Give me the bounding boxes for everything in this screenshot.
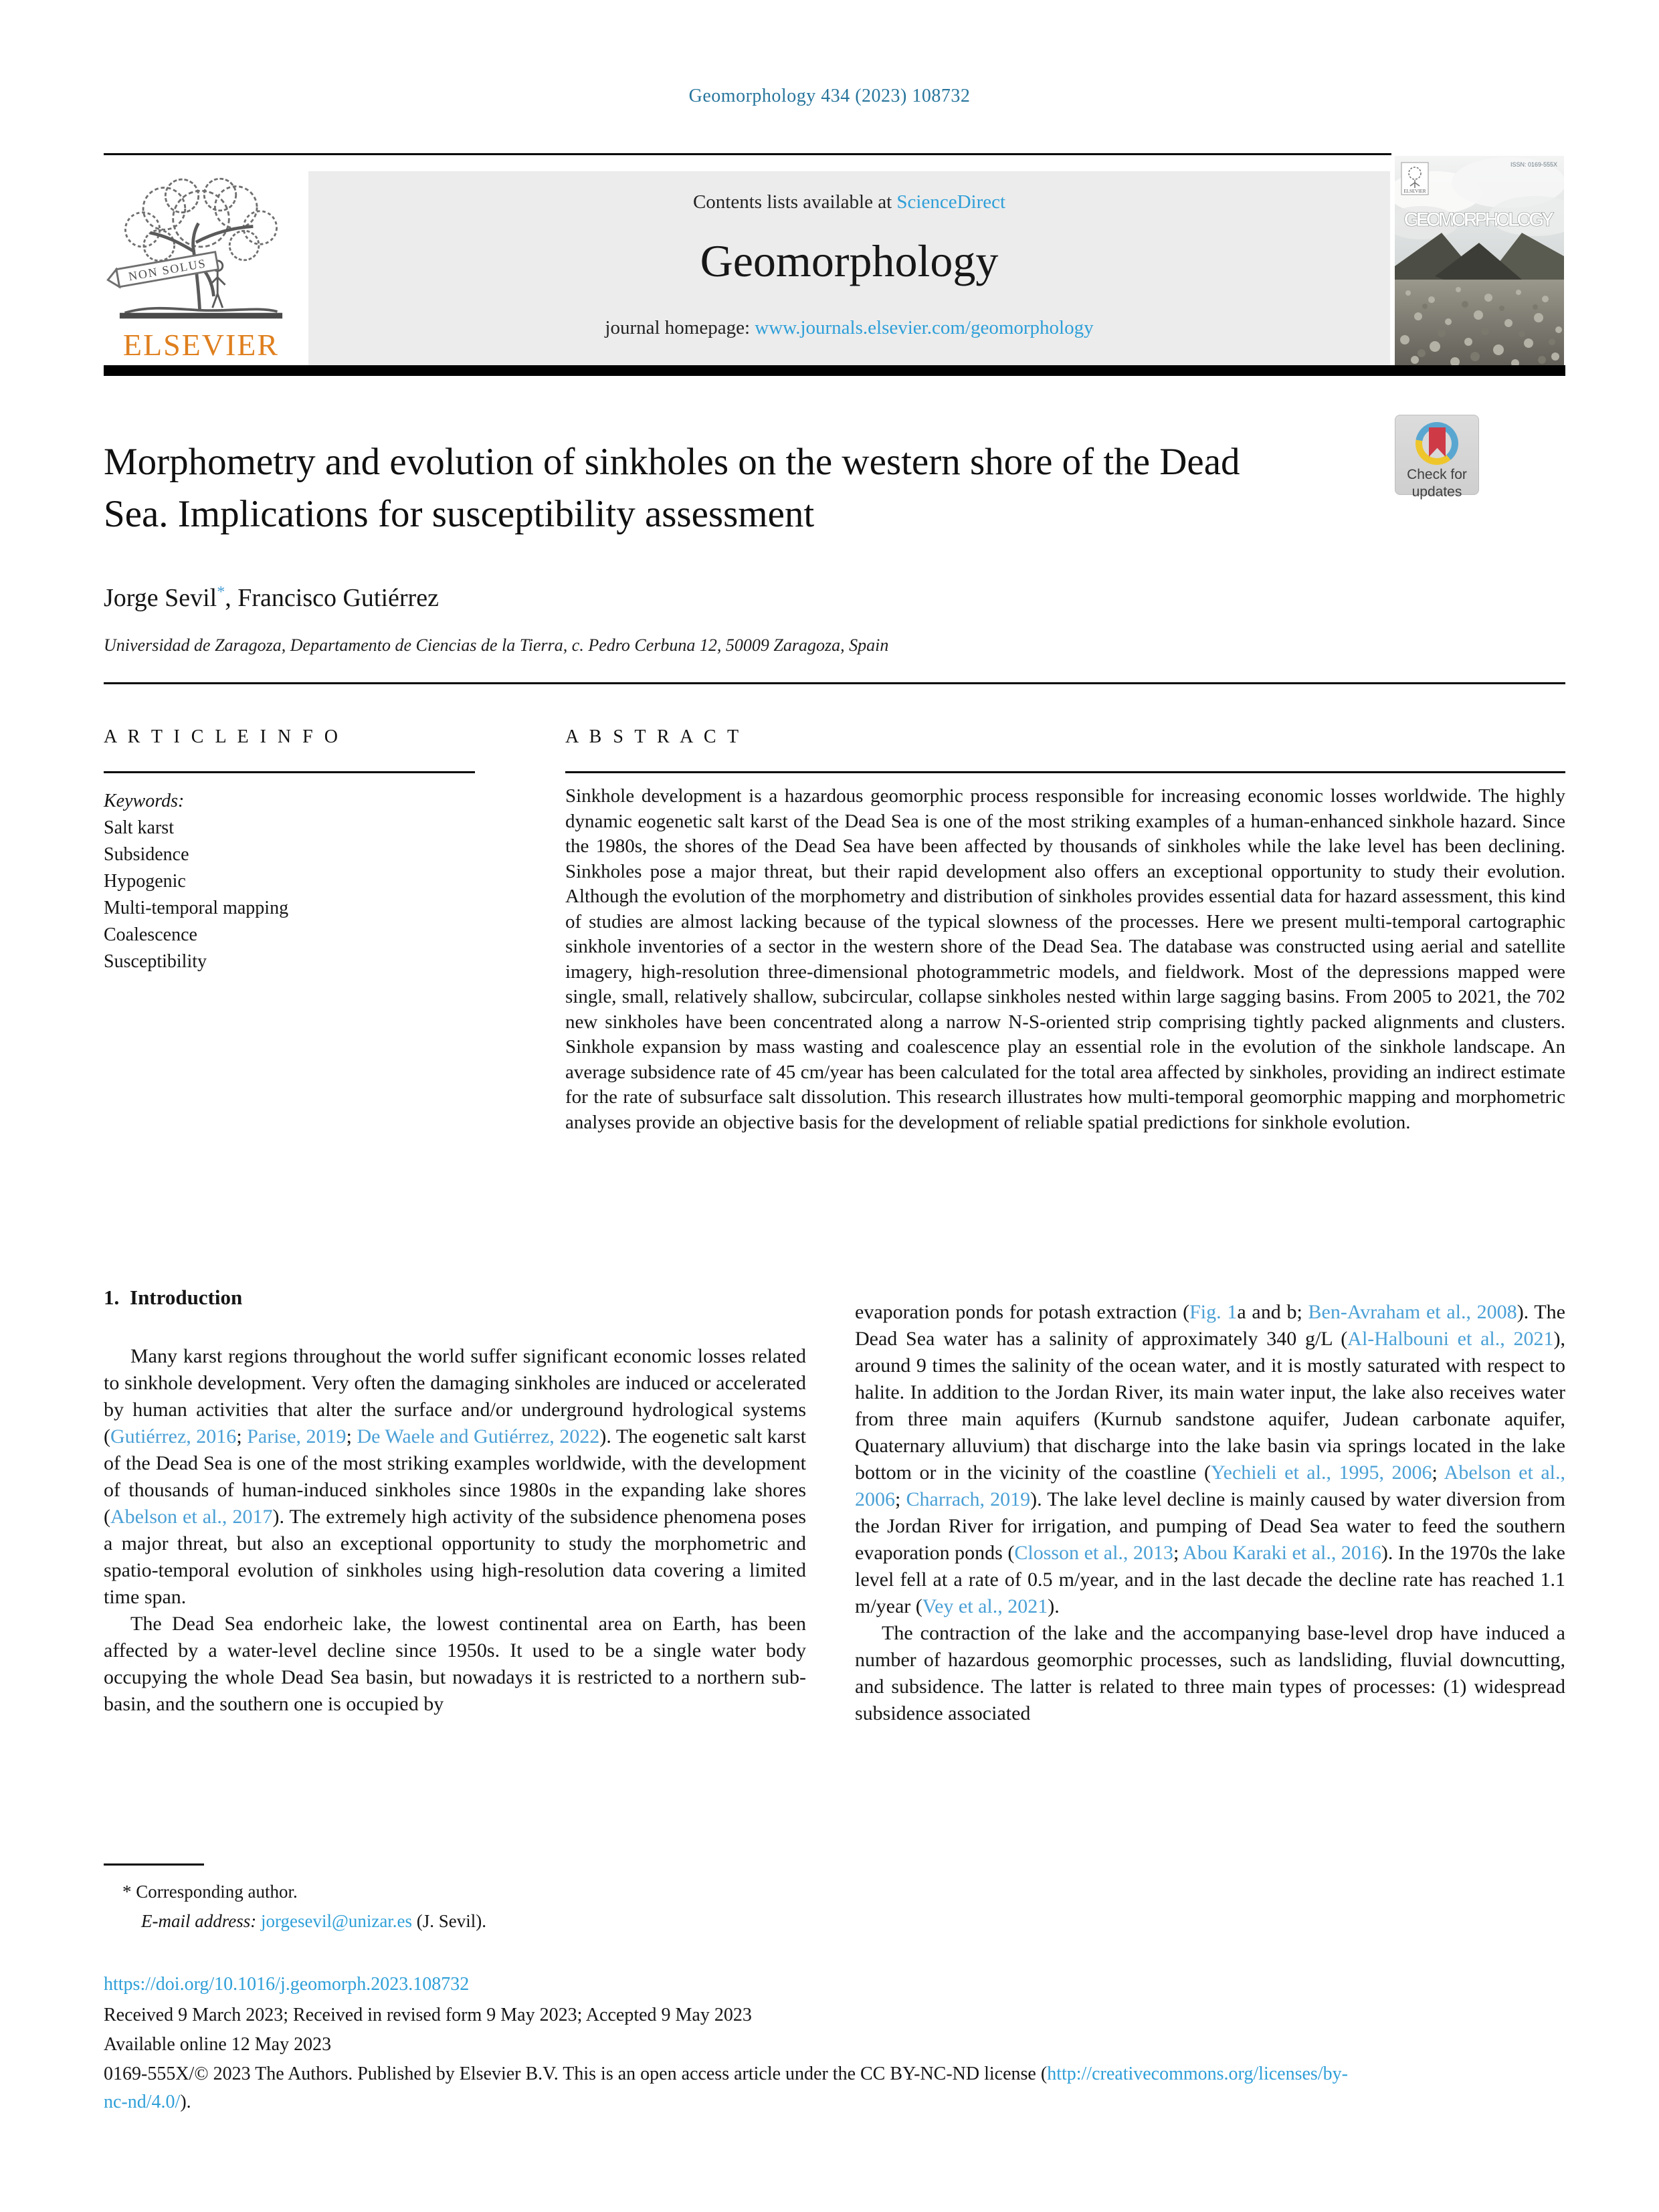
abstract-text: Sinkhole development is a hazardous geomorphic process responsible for increasing economic losses worldwide. The highly dynamic eogenetic salt karst of the Dead Sea is one of the most striking examples of a human-enhanced sinkhole hazard. Since the 1980s, the shores of the Dead Sea have been affected by thousands of sinkholes while the lake level has been declining. Sinkholes pose a major threat, but their rapid development also offers an exceptional opportunity to study their evolution. Although the evolution of the morphometry and distribution of sinkholes provides essential data for hazard assessment, this kind of studies are almost lacking because of the typical slowness of the processes. Here we present multi-temporal cartographic sinkhole inventories of a sector in the western shore of the Dead Sea. The database was constructed using aerial and satellite imagery, high-resolution three-dimensional photogrammetric models, and fieldwork. Most of the depressions mapped were single, small, relatively shallow, subcircular, collapse sinkholes nested within large sagging basins. From 2005 to 2021, the 702 new sinkholes have been concentrated along a narrow N-S-oriented strip comprising tightly packed alignments and clusters. Sinkhole expansion by mass wasting and coalescence play an essential role in the evolution of the sinkhole landscape. An average subsidence rate of 45 cm/year has been calculated for the total area affected by sinkholes, providing an indirect estimate for the rate of subsurface salt dissolution. This research illustrates how multi-temporal geomorphic mapping and morphometric analyses provide an objective basis for the development of reliable spatial predictions for sinkhole evolution.: [565, 785, 1565, 1133]
citation-link[interactable]: Charrach, 2019: [906, 1488, 1031, 1510]
keyword-item: Hypogenic: [104, 871, 186, 892]
keywords-block: [104, 788, 478, 975]
text-segment: a and b;: [1237, 1301, 1308, 1323]
creativecommons-link[interactable]: nc-nd/4.0/: [104, 2092, 181, 2112]
article-title-line1: Morphometry and evolution of sinkholes on the western shore of the Dead: [104, 441, 1240, 483]
email-suffix: (J. Sevil).: [412, 1911, 487, 1931]
intro-paragraph: [104, 1343, 806, 1611]
text-segment: ;: [236, 1425, 248, 1447]
text-segment: ), around 9 times the salinity of the ocean water, and it is mostly saturated with respect to halite. In addition to the Jordan River, its main water input, the lake also receives water from three main aquifers (Kurnub sandstone aquifer, Judean carbonate aquifer, Quaternary alluvium) that discharge into the lake basin via springs located in the lake bottom or in the vicinity of the coastline (: [855, 1328, 1566, 1484]
corresponding-author-asterisk-link[interactable]: *: [217, 583, 225, 601]
text-segment: ). The lake level decline is mainly caused by water diversion from the Jordan River for irrigation, and pumping of Dead Sea water to feed the southern evaporation ponds (: [855, 1488, 1565, 1564]
author-rest: , Francisco Gutiérrez: [225, 584, 439, 612]
email-note: [104, 1906, 906, 1936]
keywords-list: [104, 815, 478, 975]
article-info-rule: [104, 771, 475, 773]
keyword-item: Multi-temporal mapping: [104, 898, 289, 918]
homepage-line: [308, 317, 1390, 339]
journal-homepage-link[interactable]: www.journals.elsevier.com/geomorphology: [755, 317, 1094, 338]
citation-link[interactable]: Abou Karaki et al., 2016: [1183, 1542, 1381, 1564]
text-segment: The Dead Sea endorheic lake, the lowest continental area on Earth, has been affected by a water-level decline since 1950s. It used to be a single water body occupying the whole Dead Sea basin, but nowadays it is restricted to a northern sub-basin, and the southern one is occupied by: [104, 1613, 806, 1715]
sciencedirect-link[interactable]: ScienceDirect: [896, 191, 1006, 213]
available-online: Available online 12 May 2023: [104, 2034, 332, 2055]
abstract-rule: [565, 771, 1565, 773]
text-segment: ). The Dead Sea water has a salinity of approximately 340 g/L (: [855, 1301, 1565, 1350]
citation-link[interactable]: Gutiérrez, 2016: [110, 1425, 237, 1447]
contents-line: [308, 191, 1390, 213]
copyright-line1: [104, 2060, 1565, 2088]
intro-paragraph: [104, 1611, 806, 1718]
corresponding-author-text: Corresponding author.: [131, 1882, 298, 1902]
received-dates: Received 9 March 2023; Received in revised form 9 May 2023; Accepted 9 May 2023: [104, 2005, 752, 2025]
citation-link[interactable]: Yechieli et al., 1995, 2006: [1211, 1462, 1432, 1484]
keyword-item: Subsidence: [104, 844, 189, 865]
text-segment: ). The eogenetic salt karst of the Dead Sea is one of the most striking examples worldwide, with the development of thousands of human-induced sinkholes since 1980s in the expanding lake shores (: [104, 1425, 807, 1528]
homepage-prefix-text: journal homepage:: [605, 317, 755, 338]
journal-cover-image: [1395, 156, 1564, 370]
journal-banner: [308, 171, 1390, 365]
affiliation: Universidad de Zaragoza, Departamento de Ciencias de la Tierra, c. Pedro Cerbuna 12, 50009 Zaragoza, Spain: [104, 635, 889, 655]
citation-link[interactable]: Closson et al., 2013: [1014, 1542, 1173, 1564]
section-heading-introduction: 1. Introduction: [104, 1286, 243, 1309]
footnote-block: [104, 1877, 906, 1936]
text-segment: ). The extremely high activity of the subsidence phenomena poses a major threat, but also an exceptional opportunity to study the morphometric and spatio-temporal evolution of sinkholes using high-resolution data covering a limited time span.: [104, 1506, 806, 1608]
non-solus-banner-text: NON SOLUS: [127, 256, 207, 284]
header-divider-bar: [104, 365, 1565, 376]
text-segment: ;: [895, 1488, 906, 1510]
elsevier-logo: [106, 169, 296, 366]
abstract-heading: A B S T R A C T: [565, 726, 743, 747]
article-title-line2: Sea. Implications for susceptibility assessment: [104, 493, 815, 535]
email-link[interactable]: jorgesevil@unizar.es: [260, 1911, 413, 1931]
text-segment: Many karst regions throughout the world suffer significant economic losses related to sinkhole development. Very often the damaging sinkholes are induced or accelerated by human activities that alter the surface and/or underground hydrological systems (: [104, 1345, 806, 1447]
page-header-citation: Geomorphology 434 (2023) 108732: [688, 86, 971, 106]
cover-title-text: GEOMORPHOLOGY: [1403, 209, 1555, 231]
cover-issn-text: ISSN: 0169-555X: [1510, 161, 1557, 168]
intro-paragraph: [855, 1620, 1565, 1727]
text-segment: 0169-555X/© 2023 The Authors. Published by Elsevier B.V. This is an open access article under the CC BY-NC-ND license (: [104, 2064, 1048, 2084]
citation-link[interactable]: Ben-Avraham et al., 2008: [1308, 1301, 1517, 1323]
citation-link[interactable]: Fig. 1: [1189, 1301, 1238, 1323]
intro-column-right: [855, 1299, 1565, 1727]
text-segment: ;: [1432, 1462, 1444, 1484]
check-updates-line1: Check for: [1407, 467, 1467, 482]
intro-paragraph: [855, 1299, 1565, 1620]
contents-prefix-text: Contents lists available at: [692, 191, 897, 213]
footnote-rule: [104, 1864, 204, 1866]
text-segment: ).: [180, 2092, 191, 2112]
keyword-item: Coalescence: [104, 924, 197, 945]
citation-link[interactable]: Vey et al., 2021: [922, 1595, 1048, 1617]
intro-column-left: [104, 1343, 806, 1718]
copyright-line2: [104, 2088, 1565, 2116]
text-segment: ;: [1173, 1542, 1183, 1564]
text-segment: The contraction of the lake and the accompanying base-level drop have induced a number of hazardous geomorphic processes, such as landsliding, fluvial downcutting, and subsidence. The latter is related to three main types of processes: (1) widespread subsidence associated: [855, 1622, 1565, 1724]
citation-link[interactable]: Abelson et al., 2017: [110, 1506, 273, 1528]
author-name: Jorge Sevil: [104, 584, 217, 612]
creativecommons-link[interactable]: http://creativecommons.org/licenses/by-: [1047, 2064, 1348, 2084]
citation-link[interactable]: Parise, 2019: [247, 1425, 347, 1447]
keywords-label: Keywords:: [104, 791, 185, 811]
elsevier-tree-icon: [106, 169, 296, 322]
keyword-item: Salt karst: [104, 817, 174, 838]
corresponding-author-note: [104, 1877, 906, 1906]
keyword-item: Susceptibility: [104, 951, 207, 972]
citation-link[interactable]: Abelson et al., 2006: [855, 1462, 1565, 1510]
header-top-rule: [104, 153, 1391, 155]
article-title: [104, 436, 1428, 540]
text-segment: evaporation ponds for potash extraction (: [855, 1301, 1190, 1323]
text-segment: ). In the 1970s the lake level fell at a rate of 0.5 m/year, and in the last decade the decline rate has reached 1.1 m/year (: [855, 1542, 1566, 1617]
citation-link[interactable]: Al-Halbouni et al., 2021: [1347, 1328, 1554, 1350]
citation-link[interactable]: De Waele and Gutiérrez, 2022: [357, 1425, 600, 1447]
author-list: [104, 583, 439, 613]
cover-elsevier-label: ELSEVIER: [1403, 189, 1426, 194]
article-info-heading: A R T I C L E I N F O: [104, 726, 341, 747]
email-label: E-mail address:: [141, 1911, 257, 1931]
footnote-asterisk: *: [122, 1882, 132, 1902]
info-top-rule: [104, 682, 1565, 684]
elsevier-wordmark: ELSEVIER: [122, 328, 280, 362]
journal-masthead-title: Geomorphology: [700, 235, 999, 286]
check-updates-line2: updates: [1411, 484, 1462, 500]
text-segment: ;: [346, 1425, 357, 1447]
doi-link[interactable]: https://doi.org/10.1016/j.geomorph.2023.108732: [104, 1974, 470, 1995]
text-segment: ).: [1048, 1595, 1060, 1617]
